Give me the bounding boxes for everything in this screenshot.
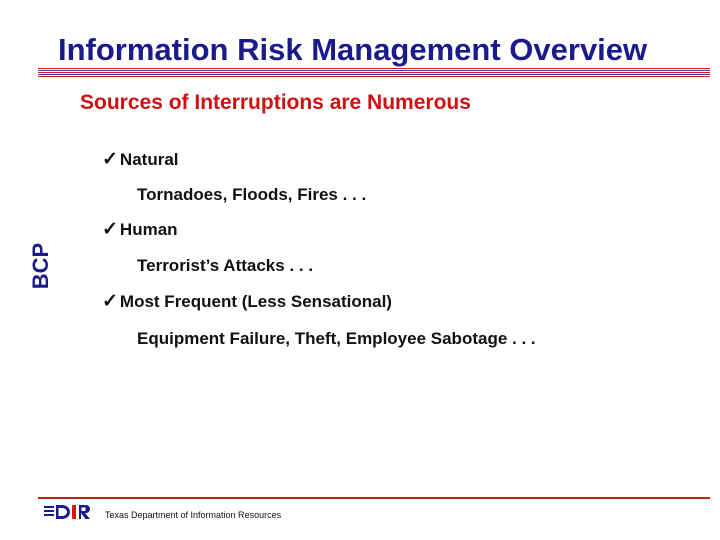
bullet-detail-natural: Tornadoes, Floods, Fires . . . <box>137 185 367 204</box>
title-divider <box>38 68 710 77</box>
bullet-detail-most-frequent: Equipment Failure, Theft, Employee Sabotage . . . <box>137 329 536 348</box>
bullet-item-natural <box>102 148 179 171</box>
footer-divider <box>38 497 710 499</box>
bullet-item-human <box>102 218 178 241</box>
dir-logo-icon <box>44 503 96 521</box>
bullet-label: Human <box>119 220 178 239</box>
side-label: BCP <box>28 242 54 290</box>
page-title: Information Risk Management Overview <box>58 32 648 67</box>
bullet-detail-human: Terrorist’s Attacks . . . <box>137 256 314 275</box>
footer-organization: Texas Department of Information Resources <box>105 510 282 520</box>
side-label-container <box>26 230 56 302</box>
checkmark-icon: ✓ <box>102 291 118 312</box>
checkmark-icon: ✓ <box>102 219 118 240</box>
bullet-label: Natural <box>119 150 179 169</box>
slide-subtitle: Sources of Interruptions are Numerous <box>80 91 471 114</box>
bullet-item-most-frequent <box>102 290 392 313</box>
bullet-label: Most Frequent (Less Sensational) <box>119 292 392 311</box>
checkmark-icon: ✓ <box>102 149 118 170</box>
